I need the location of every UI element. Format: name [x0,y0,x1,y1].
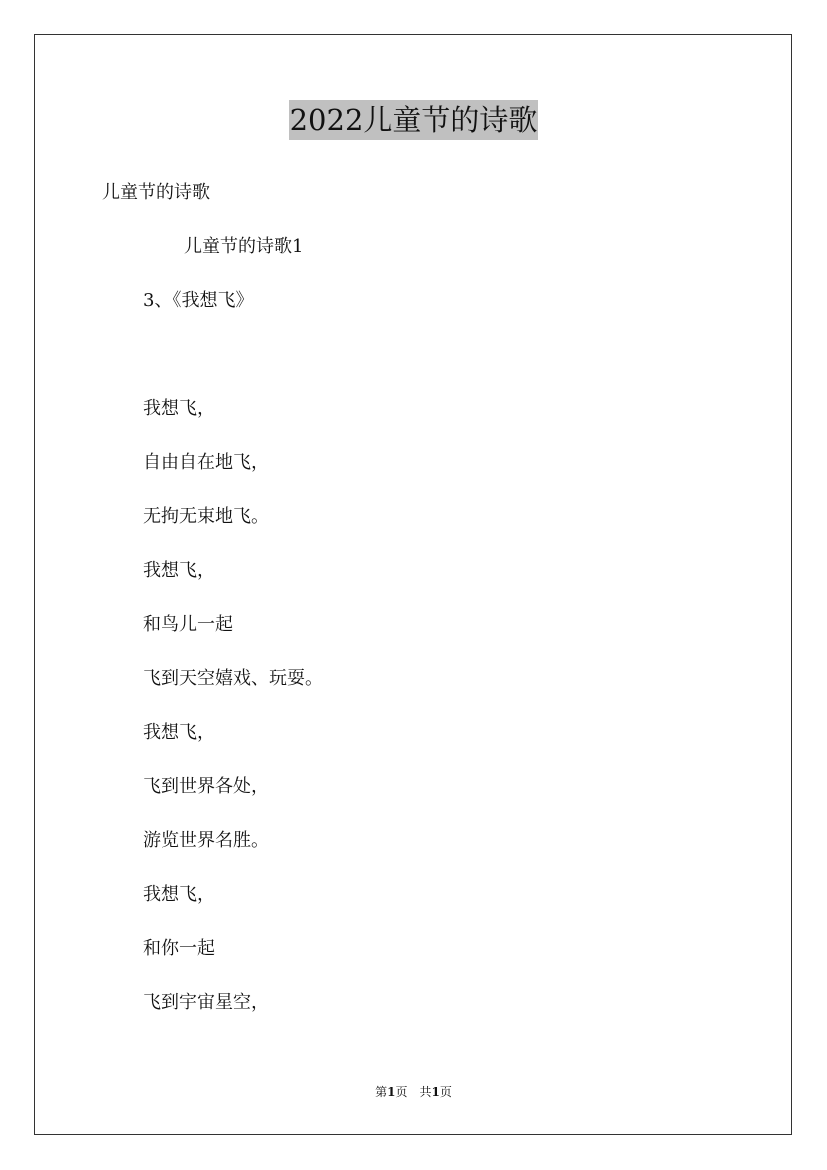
poem-line: 飞到世界各处， [143,776,269,797]
page-label-prefix: 第 [375,1085,388,1099]
poem-line: 和你一起 [143,938,215,959]
poem-lines [143,396,323,1044]
total-suffix: 页 [439,1085,452,1099]
poem-subheading: 儿童节的诗歌1 [184,236,304,257]
page-label-suffix: 页 [395,1085,408,1099]
total-pages: 1 [431,1085,440,1099]
document-heading: 儿童节的诗歌 [102,182,210,203]
poem-line: 飞到宇宙星空， [143,992,269,1013]
document-title: 2022儿童节的诗歌 [289,100,539,140]
poem-line: 无拘无束地飞。 [143,506,269,527]
poem-line: 自由自在地飞， [143,452,269,473]
title-container [0,100,827,140]
poem-line: 我想飞， [143,884,215,905]
poem-line: 游览世界名胜。 [143,830,269,851]
total-prefix: 共 [419,1085,432,1099]
page-footer [0,1083,827,1101]
poem-line: 飞到天空嬉戏、玩耍。 [143,668,323,689]
poem-line: 我想飞， [143,722,215,743]
poem-line: 我想飞， [143,560,215,581]
poem-line: 我想飞， [143,398,215,419]
page-number: 1 [387,1085,396,1099]
poem-title: 3、《我想飞》 [143,290,254,311]
poem-line: 和鸟儿一起 [143,614,233,635]
